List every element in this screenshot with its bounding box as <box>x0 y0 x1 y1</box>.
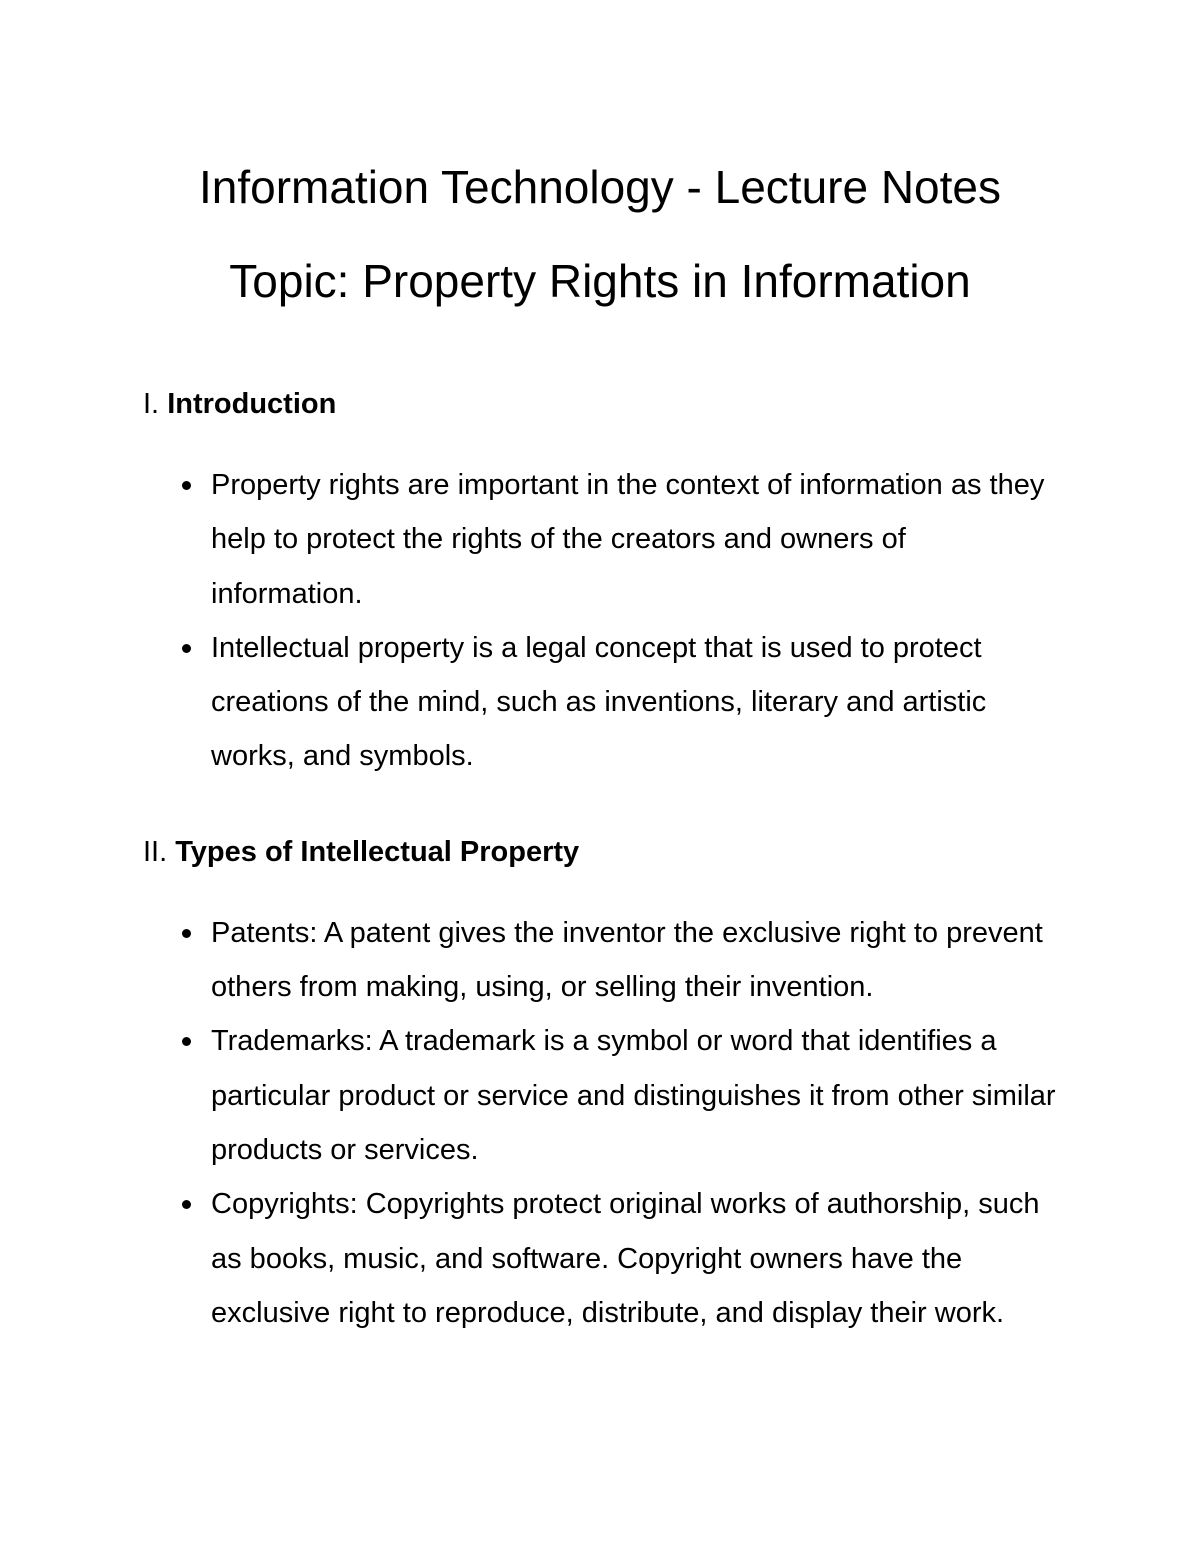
section-introduction <box>143 380 1063 784</box>
list-item <box>143 458 1063 621</box>
document-body <box>143 380 1063 1340</box>
title-line-1: Information Technology - Lecture Notes <box>198 161 1002 213</box>
section-numeral: II. <box>143 835 168 868</box>
section-heading <box>143 380 1063 428</box>
bullet-icon <box>182 481 191 490</box>
section-heading <box>143 828 1063 876</box>
list-item <box>143 906 1063 1015</box>
list-item <box>143 1177 1063 1340</box>
section-label: Introduction <box>167 388 337 420</box>
list-item-text: Patents: A patent gives the inventor the exclusive right to prevent others from making, using, or selling their invention. <box>211 916 1043 1004</box>
section-types-of-intellectual-property <box>143 828 1063 1340</box>
list-item-text: Intellectual property is a legal concept that is used to protect creations of the mind, such as inventions, literary and artistic works, and symbols. <box>211 631 987 773</box>
bullet-icon <box>182 644 191 653</box>
bullet-icon <box>182 1200 191 1209</box>
bullet-list <box>143 906 1063 1340</box>
section-numeral: I. <box>143 388 160 420</box>
section-label: Types of Intellectual Property <box>175 835 580 868</box>
list-item <box>143 1014 1063 1177</box>
list-item-text: Copyrights: Copyrights protect original works of authorship, such as books, music, and software. Copyright owners have the exclusive right to reproduce, distribute, and display their work. <box>211 1188 1040 1329</box>
bullet-list <box>143 458 1063 784</box>
list-item-text: Trademarks: A trademark is a symbol or word that identifies a particular product or service and distinguishes it from other similar products or services. <box>211 1025 1056 1166</box>
list-item <box>143 621 1063 784</box>
list-item-text: Property rights are important in the context of information as they help to protect the rights of the creators and owners of information. <box>211 469 1045 610</box>
bullet-icon <box>182 929 191 938</box>
document-title <box>0 140 1200 328</box>
title-line-2: Topic: Property Rights in Information <box>229 255 971 307</box>
bullet-icon <box>182 1037 191 1046</box>
